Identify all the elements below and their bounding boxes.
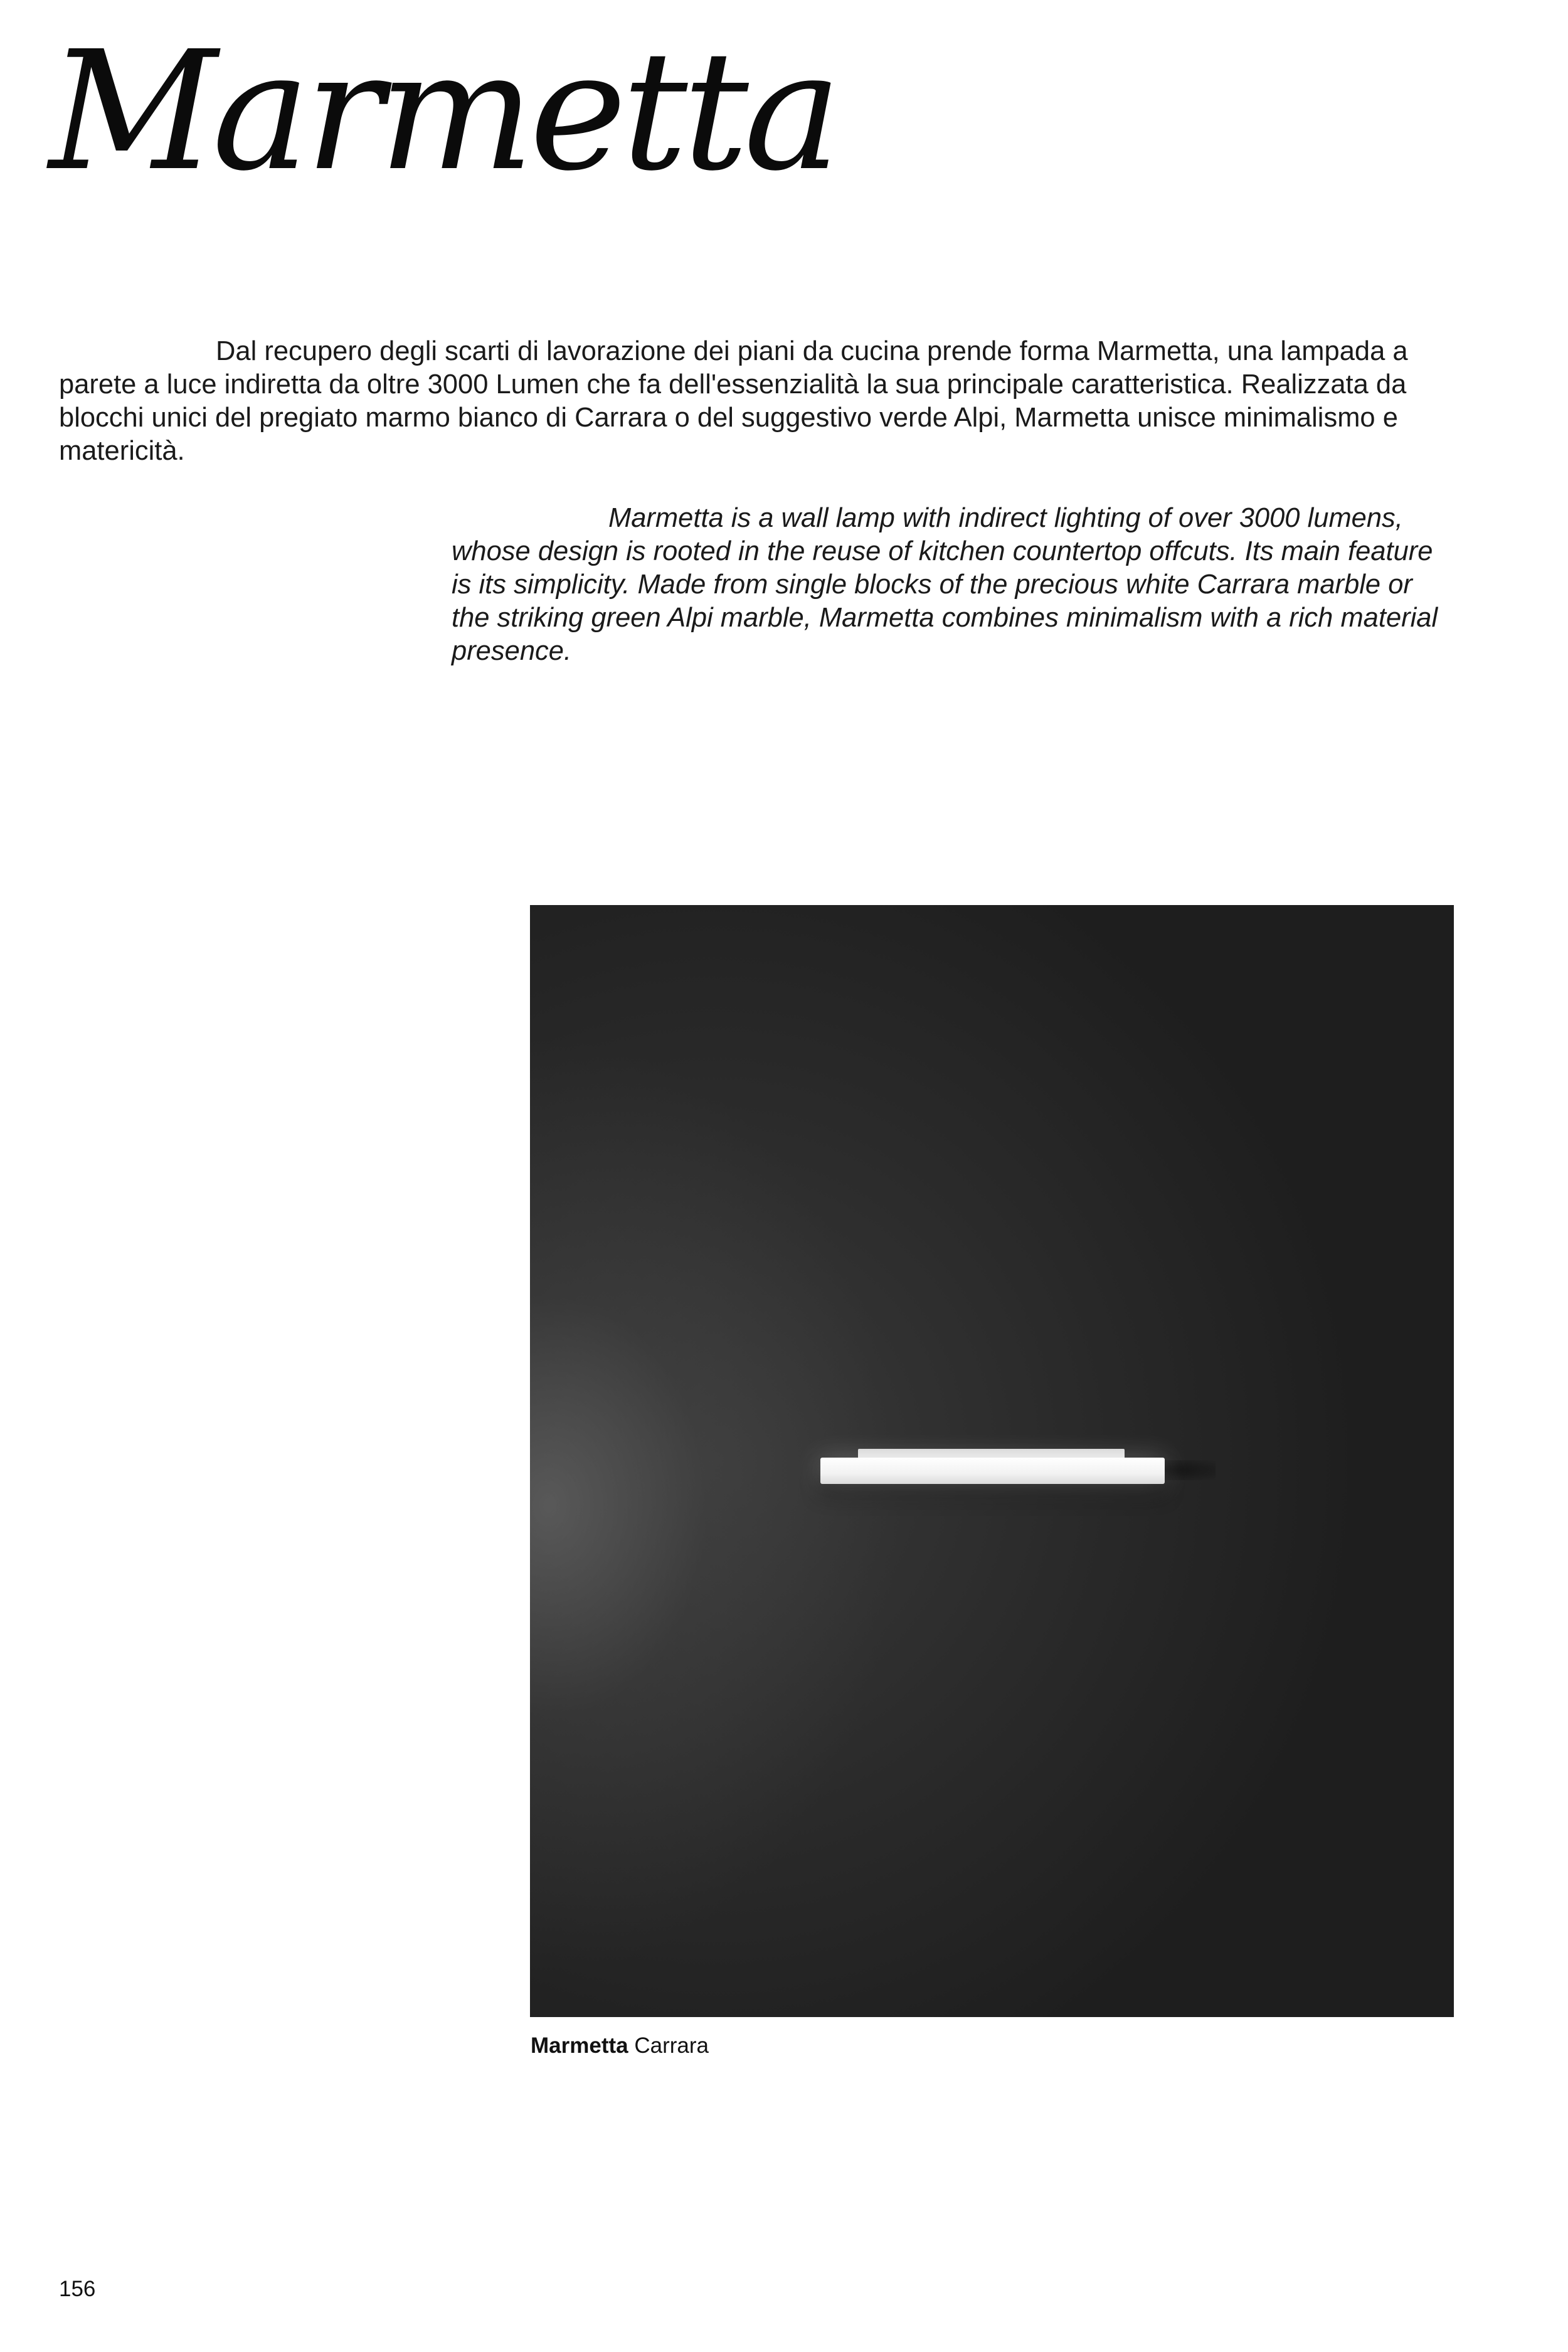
intro-text-italian: Dal recupero degli scarti di lavorazione dei piani da cucina prende forma Marmetta, una lampada a parete a luce indiretta da oltre 3000 Lumen che fa dell'essenzialità la sua principale caratteristica. Realizzata da blocchi unici del pregiato marmo bianco di Carrara o del suggestivo verde Alpi, Marmetta unisce minimalismo e matericità.: [59, 336, 1408, 466]
intro-text-english: Marmetta is a wall lamp with indirect lighting of over 3000 lumens, whose design is rooted in the reuse of kitchen countertop offcuts. Its main feature is its simplicity. Made from single blocks of the precious white Carrara marble or the striking green Alpi marble, Marmetta combines minimalism with a rich material presence.: [452, 503, 1438, 666]
wall-lamp-illustration: [820, 1449, 1165, 1484]
product-photo: [530, 905, 1454, 2017]
page-title: Marmetta: [49, 16, 837, 207]
photo-caption: [531, 2032, 709, 2060]
lamp-marble-bar: [820, 1458, 1165, 1484]
caption-product-name: Marmetta: [531, 2033, 628, 2058]
caption-variant: Carrara: [634, 2033, 709, 2058]
page-number: 156: [59, 2277, 96, 2301]
lamp-shadow: [1159, 1460, 1216, 1480]
